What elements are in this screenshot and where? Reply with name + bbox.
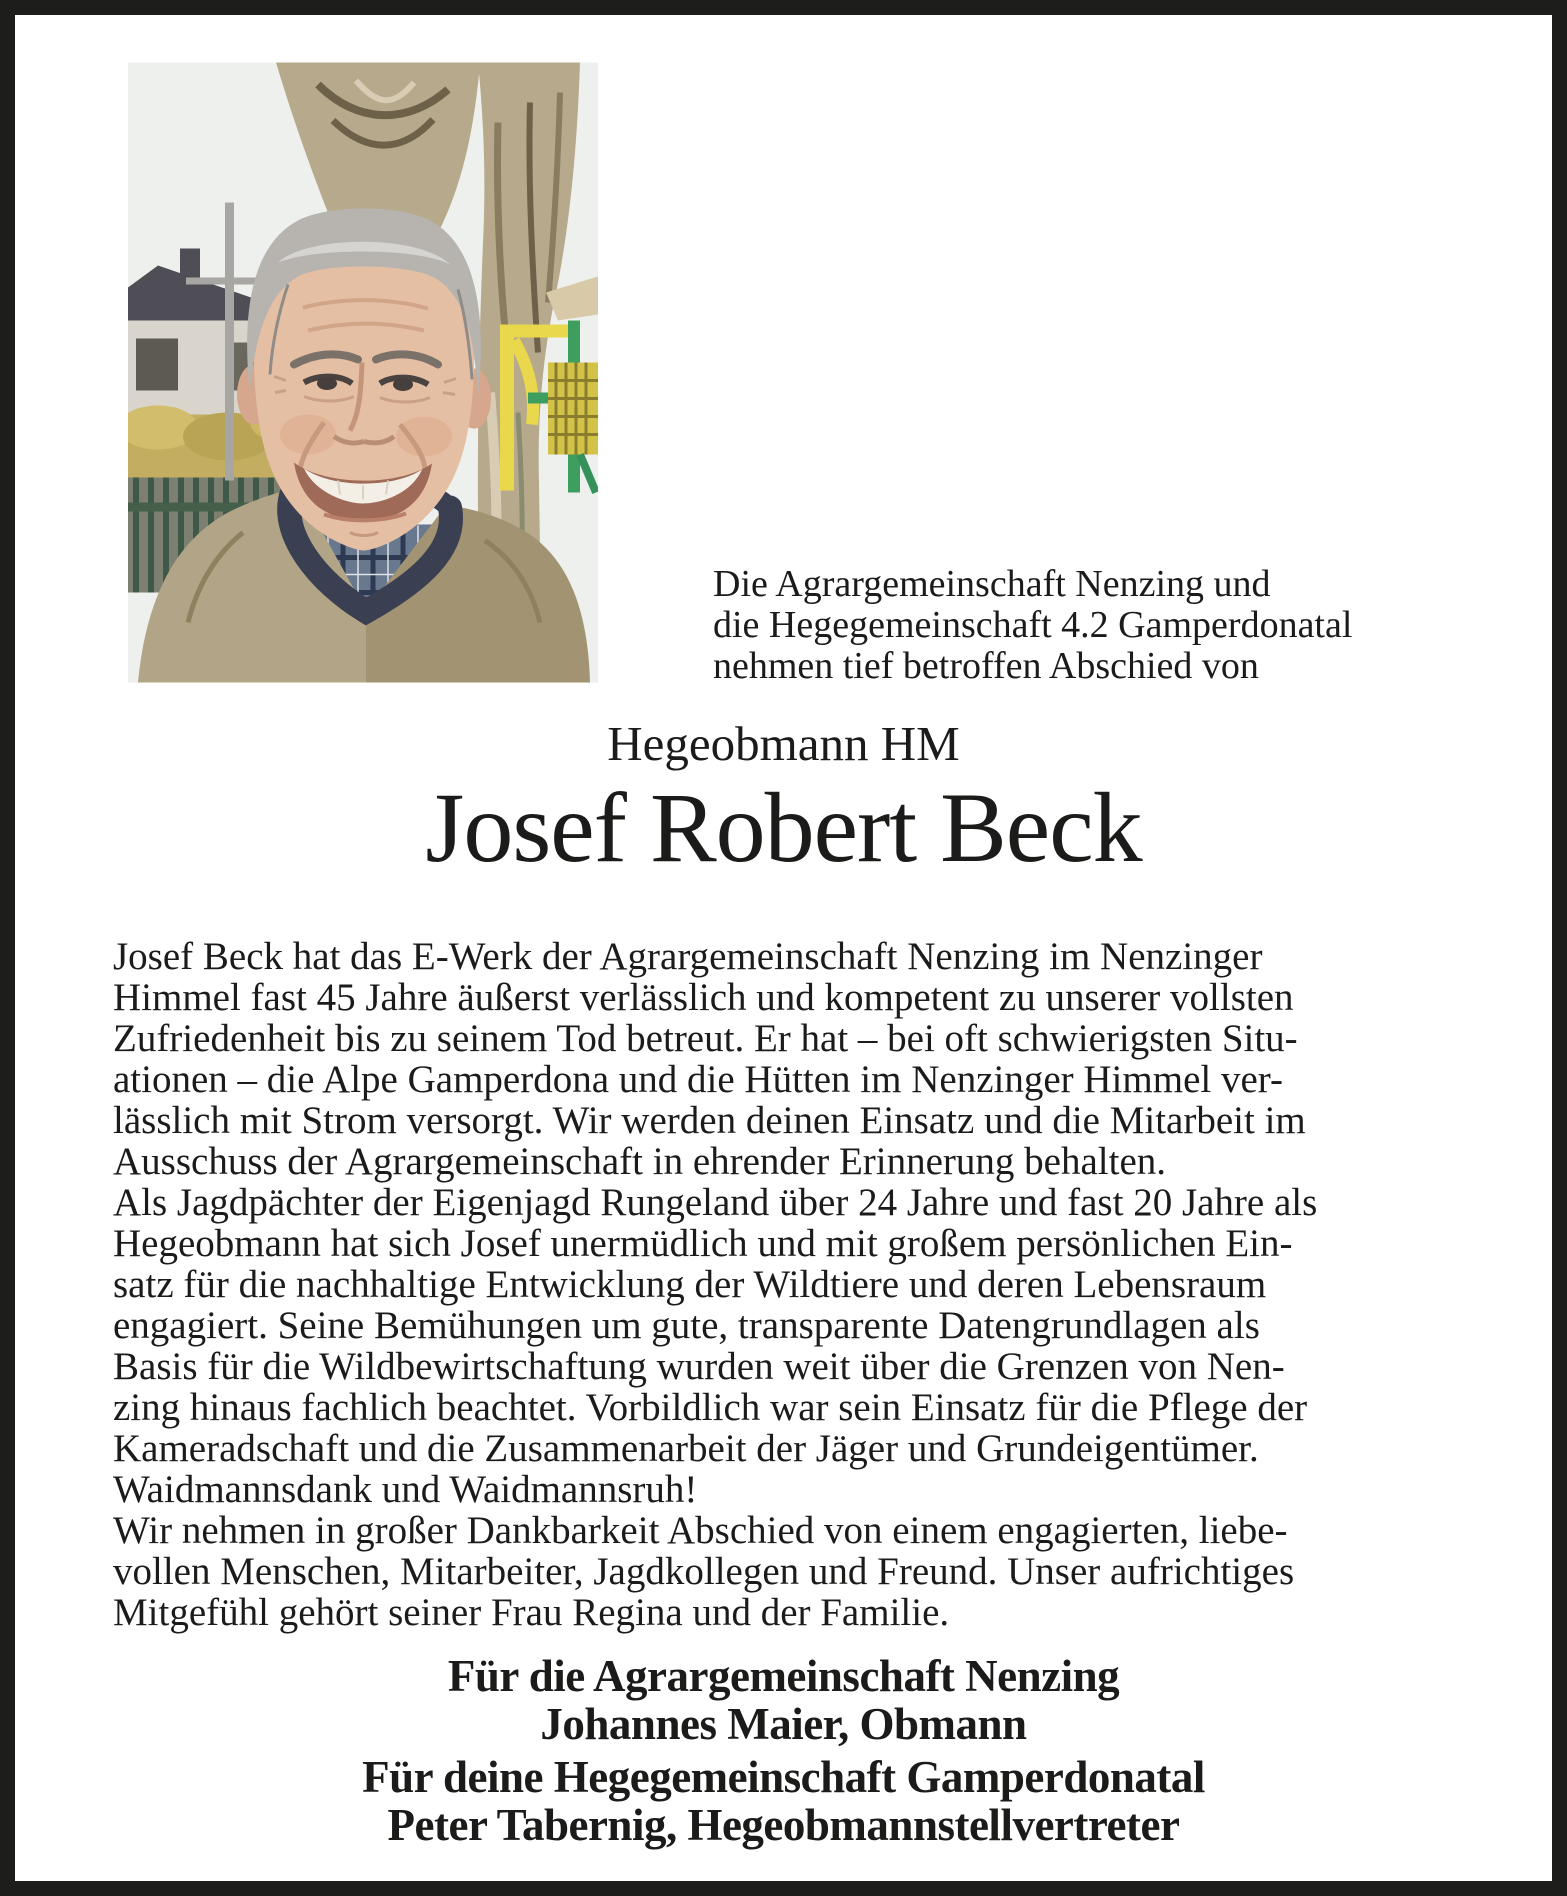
body-line: Waidmannsdank und Waidmannsruh! bbox=[113, 1468, 698, 1511]
body-line: vollen Menschen, Mitarbeiter, Jagdkollegen und Freund. Unser aufrichtiges bbox=[113, 1550, 1295, 1593]
signature-org-line: Für die Agrargemeinschaft Nenzing bbox=[447, 1651, 1120, 1701]
signature-agrargemeinschaft bbox=[0, 1652, 1567, 1748]
deceased-name: Josef Robert Beck bbox=[425, 772, 1142, 883]
body-line: lässlich mit Strom versorgt. Wir werden deinen Einsatz und die Mitarbeit im bbox=[113, 1099, 1306, 1142]
announcement-intro bbox=[713, 564, 1453, 687]
intro-line: die Hegegemeinschaft 4.2 Gamperdonatal bbox=[713, 604, 1353, 646]
signature-org-line: Für deine Hegegemeinschaft Gamperdonatal bbox=[362, 1752, 1205, 1802]
body-line: zing hinaus fachlich beachtet. Vorbildlich war sein Einsatz für die Pflege der bbox=[113, 1386, 1308, 1429]
body-line: Als Jagdpächter der Eigenjagd Rungeland über 24 Jahre und fast 20 Jahre als bbox=[113, 1181, 1318, 1224]
body-line: Hegeobmann hat sich Josef unermüdlich und mit großem persönlichen Ein- bbox=[113, 1222, 1293, 1265]
obituary-text bbox=[113, 936, 1455, 1633]
portrait-photo-illustration bbox=[128, 62, 598, 683]
honorific-title: Hegeobmann HM bbox=[607, 716, 960, 771]
body-line: engagiert. Seine Bemühungen um gute, transparente Datengrundlagen als bbox=[113, 1304, 1260, 1347]
body-line: Basis für die Wildbewirtschaftung wurden weit über die Grenzen von Nen- bbox=[113, 1345, 1285, 1388]
intro-line: Die Agrargemeinschaft Nenzing und bbox=[713, 563, 1271, 605]
signature-person-line: Johannes Maier, Obmann bbox=[540, 1699, 1027, 1749]
body-line: Josef Beck hat das E-Werk der Agrargemeinschaft Nenzing im Nenzinger bbox=[113, 935, 1263, 978]
body-line: ationen – die Alpe Gamperdona und die Hütten im Nenzinger Himmel ver- bbox=[113, 1058, 1283, 1101]
body-line: Kameradschaft und die Zusammenarbeit der Jäger und Grundeigentümer. bbox=[113, 1427, 1259, 1470]
body-line: Zufriedenheit bis zu seinem Tod betreut. Er hat – bei oft schwierigsten Situ- bbox=[113, 1017, 1298, 1060]
body-line: satz für die nachhaltige Entwicklung der Wildtiere und deren Lebensraum bbox=[113, 1263, 1267, 1306]
body-line: Mitgefühl gehört seiner Frau Regina und der Familie. bbox=[113, 1591, 950, 1634]
body-line: Ausschuss der Agrargemeinschaft in ehrender Erinnerung behalten. bbox=[113, 1140, 1167, 1183]
body-line: Wir nehmen in großer Dankbarkeit Abschied von einem engagierten, liebe- bbox=[113, 1509, 1288, 1552]
portrait-photo bbox=[128, 62, 598, 683]
signature-hegegemeinschaft bbox=[0, 1753, 1567, 1849]
signature-person-line: Peter Tabernig, Hegeobmannstellvertreter bbox=[387, 1800, 1180, 1850]
intro-line: nehmen tief betroffen Abschied von bbox=[713, 645, 1259, 687]
body-line: Himmel fast 45 Jahre äußerst verlässlich und kompetent zu unserer vollsten bbox=[113, 976, 1294, 1019]
